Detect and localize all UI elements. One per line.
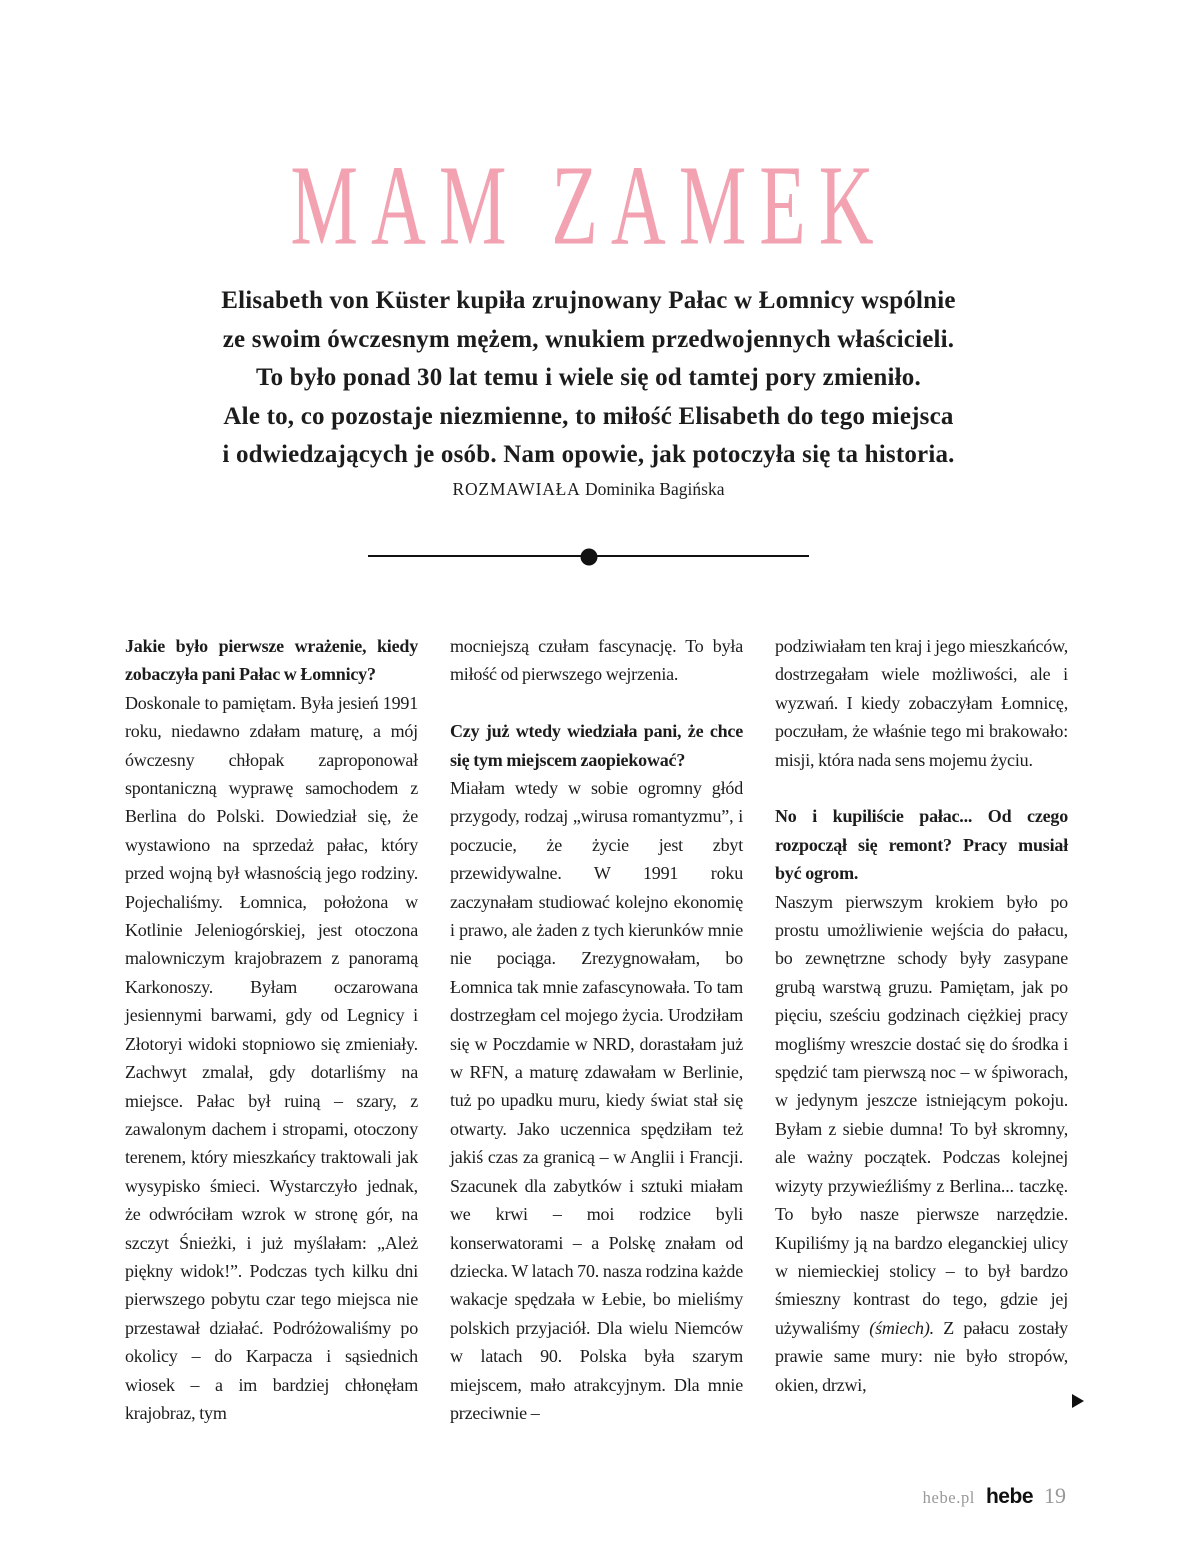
answer-text: Naszym pierwszym krokiem było po prostu umożliwienie wejścia do pałacu, bo zewnętrzne schody były zasypane grubą warstwą gruzu. Pamiętam, jak po pięciu, sześciu godzinach ciężkiej pracy mogliśmy wreszcie dostać się do środka i spędzić tam pierwszą noc – w śpiworach, w jedynym jeszcze istniejącym pokoju. Byłam z siebie dumna! To był skromny, ale ważny początek. Podczas kolejnej wizyty przywieźliśmy z Berlina... taczkę. To było nasze pierwsze narzędzie. Kupiliśmy ją na bardzo eleganckiej ulicy w niemieckiej stolicy – to był bardzo śmieszny kontrast do tego, gdzie jej używaliśmy — [775, 891, 1068, 1338]
column-1 — [125, 632, 418, 1427]
magazine-logo: hebe — [985, 1485, 1033, 1508]
continue-arrow-icon — [1072, 1394, 1084, 1408]
answer-emphasis: (śmiech). — [869, 1317, 934, 1338]
article-title: MAM ZAMEK — [290, 143, 887, 269]
footer-site-url: hebe.pl — [922, 1488, 975, 1507]
byline-name: Dominika Bagińska — [584, 479, 725, 499]
section-divider — [368, 548, 809, 565]
page-footer — [923, 1483, 1066, 1509]
interview-answer — [775, 888, 1068, 1399]
interview-answer: Miałam wtedy w sobie ogromny głód przygody, rodzaj „wirusa romantyzmu”, i poczucie, że życie jest zbyt przewidywalne. W 1991 roku zaczynałam studiować kolejno ekonomię i prawo, ale żaden z tych kierunków mnie nie pociąga. Zrezygnowałam, bo Łomnica tak mnie zafascynowała. To tam dostrzegłam cel mojego życia. Urodziłam się w Poczdamie w NRD, dorastałam już w RFN, a maturę zdawałam w Berlinie, tuż po upadku muru, kiedy świat stał się otwarty. Jako uczennica spędziłam też jakiś czas za granicą – w Anglii i Francji. Szacunek dla zabytków i sztuki miałam we krwi – moi rodzice byli konserwatorami – a Polskę znałam od dziecka. W latach 70. nasza rodzina każde wakacje spędzała w Łebie, bo mieliśmy polskich przyjaciół. Dla wielu Niemców w latach 90. Polska była szarym miejscem, mało atrakcyjnym. Dla mnie przeciwnie – — [450, 778, 743, 1423]
title-wrap — [112, 143, 1065, 269]
page-number: 19 — [1044, 1483, 1066, 1508]
column-3 — [775, 632, 1068, 1427]
byline — [112, 479, 1065, 500]
interview-question: Czy już wtedy wiedziała pani, że chce się tym miejscem zaopiekować? — [450, 721, 743, 770]
lead-line: ze swoim ówczesnym mężem, wnukiem przedwojennych właścicieli. — [222, 325, 955, 353]
byline-label: ROZMAWIAŁA — [452, 479, 581, 499]
lead-line: To było ponad 30 lat temu i wiele się od tamtej pory zmieniło. — [256, 364, 921, 391]
interview-question: Jakie było pierwsze wrażenie, kiedy zobaczyła pani Pałac w Łomnicy? — [125, 636, 418, 685]
interview-answer-continued: mocniejszą czułam fascynację. To była miłość od pierwszego wejrzenia. — [450, 636, 743, 685]
answer-text: Z pałacu zostały prawie same mury: nie było stropów, okien, drzwi, — [775, 1317, 1068, 1395]
divider-dot-icon — [580, 548, 597, 565]
interview-answer-continued: podziwiałam ten kraj i jego mieszkańców, dostrzegałam wiele możliwości, ale i wyzwań. I kiedy zobaczyłam Łomnicę, poczułam, że właśnie tego mi brakowało: misji, która nada sens mojemu życiu. — [775, 636, 1068, 770]
interview-answer: Doskonale to pamiętam. Była jesień 1991 roku, niedawno zdałam maturę, a mój ówczesny chłopak zaproponował spontaniczną wyprawę samochodem z Berlina do Polski. Dowiedział się, że wystawiono na sprzedaż pałac, który przed wojną był własnością jego rodziny. Pojechaliśmy. Łomnica, położona w Kotlinie Jeleniogórskiej, jest otoczona malowniczym krajobrazem z panoramą Karkonoszy. Byłam oczarowana jesiennymi barwami, gdy od Legnicy i Złotoryi widoki stopniowo się zmieniały. Zachwyt zmalał, gdy dotarliśmy na miejsce. Pałac był ruiną – szary, z zawalonym dachem i stropami, otoczony terenem, który mieszkańcy traktowali jak wysypisko śmieci. Wystarczyło jednak, że odwróciłam wzrok w stronę gór, na szczyt Śnieżki, i już myślałam: „Ależ piękny widok!”. Podczas tych kilku dni pierwszego pobytu czar tego miejsca nie przestawał działać. Podróżowaliśmy po okolicy – do Karpacza i sąsiednich wiosek – a im bardziej chłonęłam krajobraz, tym — [125, 692, 418, 1423]
interview-question: No i kupiliście pałac... Od czego rozpoczął się remont? Pracy musiał być ogrom. — [775, 806, 1068, 884]
lead-line: Elisabeth von Küster kupiła zrujnowany Pałac w Łomnicy wspólnie — [221, 287, 956, 314]
article-lead — [112, 282, 1065, 475]
column-2 — [450, 632, 743, 1427]
lead-line: Ale to, co pozostaje niezmienne, to miłość Elisabeth do tego miejsca — [223, 402, 954, 430]
lead-line: i odwiedzających je osób. Nam opowie, jak potoczyła się ta historia. — [222, 441, 955, 468]
article-columns — [125, 632, 1068, 1427]
